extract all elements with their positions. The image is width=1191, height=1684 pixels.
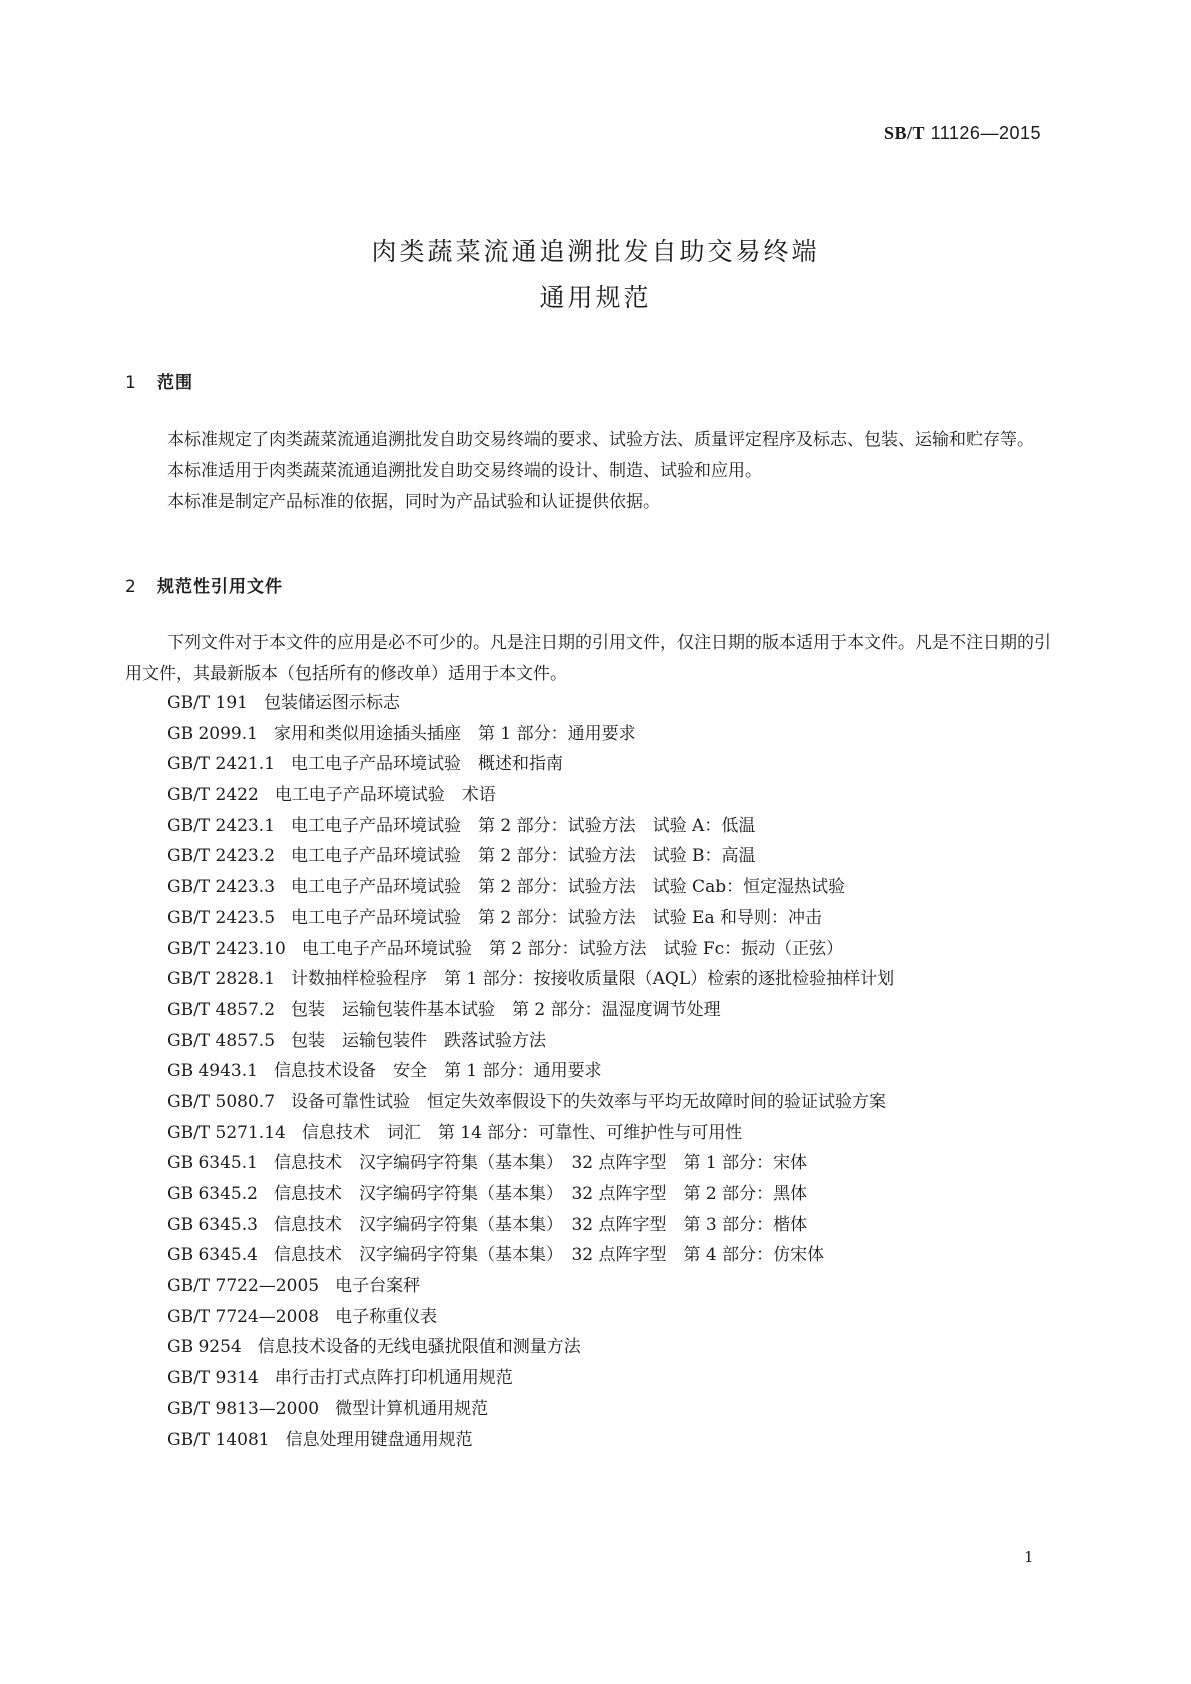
reference-item: [167, 841, 894, 872]
section-2-body: [125, 628, 1065, 690]
reference-title: 包装 运输包装件基本试验 第 2 部分：温湿度调节处理: [291, 999, 721, 1020]
standard-number: 11126—2015: [930, 123, 1041, 143]
section-title: 规范性引用文件: [157, 577, 283, 597]
reference-code: GB/T 4857.2: [167, 999, 276, 1020]
reference-code: GB/T 2828.1: [167, 969, 276, 990]
reference-item: [167, 1118, 894, 1149]
reference-code: GB 2099.1: [167, 723, 258, 744]
reference-item: [167, 719, 894, 750]
reference-title: 计数抽样检验程序 第 1 部分：按接收质量限（AQL）检索的逐批检验抽样计划: [291, 969, 895, 990]
section-1-heading: [125, 368, 193, 393]
reference-item: [167, 1394, 894, 1425]
reference-code: GB/T 14081: [167, 1429, 270, 1450]
reference-code: GB 6345.4: [167, 1245, 258, 1266]
reference-code: GB 6345.1: [167, 1153, 258, 1174]
reference-title: 设备可靠性试验 恒定失效率假设下的失效率与平均无故障时间的验证试验方案: [291, 1091, 887, 1112]
reference-code: GB/T 2423.3: [167, 877, 276, 898]
document-subtitle: 通用规范: [539, 283, 652, 312]
reference-title: 电工电子产品环境试验 第 2 部分：试验方法 试验 A：低温: [291, 815, 756, 836]
reference-item: [167, 1179, 894, 1210]
reference-title: 信息技术 词汇 第 14 部分：可靠性、可维护性与可用性: [301, 1122, 743, 1143]
reference-item: [167, 1302, 894, 1333]
reference-title: 电工电子产品环境试验 第 2 部分：试验方法 试验 B：高温: [291, 846, 756, 867]
reference-code: GB/T 5271.14: [167, 1122, 286, 1143]
reference-item: [167, 1425, 894, 1456]
reference-code: GB/T 7724—2008: [167, 1306, 320, 1327]
page-number: 1: [1024, 1548, 1034, 1566]
reference-title: 信息技术 汉字编码字符集（基本集） 32 点阵字型 第 4 部分：仿宋体: [273, 1245, 825, 1266]
section-number: 2: [125, 577, 137, 597]
reference-code: GB 9254: [167, 1337, 242, 1358]
reference-item: [167, 934, 894, 965]
reference-item: [167, 1271, 894, 1302]
paragraph: 本标准规定了肉类蔬菜流通追溯批发自助交易终端的要求、试验方法、质量评定程序及标志、包装、运输和贮存等。: [167, 430, 1034, 450]
reference-item: [167, 688, 894, 719]
reference-code: GB/T 2421.1: [167, 754, 276, 775]
reference-item: [167, 1240, 894, 1271]
standard-prefix: SB/T: [884, 123, 926, 143]
reference-code: GB/T 2423.10: [167, 938, 286, 959]
reference-item: [167, 1148, 894, 1179]
reference-item: [167, 811, 894, 842]
reference-code: GB/T 2423.1: [167, 815, 276, 836]
reference-title: 信息处理用键盘通用规范: [285, 1429, 473, 1450]
reference-item: [167, 903, 894, 934]
reference-item: [167, 1056, 894, 1087]
reference-title: 包装储运图示标志: [264, 693, 400, 713]
reference-code: GB 4943.1: [167, 1061, 258, 1082]
document-title: 肉类蔬菜流通追溯批发自助交易终端: [371, 237, 820, 266]
reference-item: [167, 872, 894, 903]
reference-title: 信息技术 汉字编码字符集（基本集） 32 点阵字型 第 2 部分：黑体: [273, 1184, 808, 1204]
reference-title: 信息技术设备 安全 第 1 部分：通用要求: [273, 1061, 602, 1082]
reference-title: 电工电子产品环境试验 术语: [274, 785, 496, 806]
reference-title: 电工电子产品环境试验 第 2 部分：试验方法 试验 Cab：恒定湿热试验: [291, 877, 846, 898]
reference-item: [167, 964, 894, 995]
reference-code: GB/T 2423.2: [167, 846, 276, 867]
reference-title: 电工电子产品环境试验 第 2 部分：试验方法 试验 Ea 和导则：冲击: [291, 907, 823, 928]
reference-code: GB 6345.2: [167, 1184, 258, 1204]
paragraph: 本标准适用于肉类蔬菜流通追溯批发自助交易终端的设计、制造、试验和应用。: [167, 461, 762, 481]
reference-title: 微型计算机通用规范: [335, 1398, 489, 1419]
reference-code: GB 6345.3: [167, 1214, 258, 1235]
reference-item: [167, 1363, 894, 1394]
standard-code: [884, 123, 1041, 144]
reference-title: 电子台案秤: [335, 1276, 421, 1297]
reference-item: [167, 1087, 894, 1118]
reference-title: 电子称重仪表: [335, 1306, 438, 1327]
reference-title: 信息技术设备的无线电骚扰限值和测量方法: [257, 1337, 581, 1358]
normative-references-list: [167, 688, 894, 1455]
reference-title: 信息技术 汉字编码字符集（基本集） 32 点阵字型 第 1 部分：宋体: [273, 1153, 808, 1174]
reference-title: 电工电子产品环境试验 第 2 部分：试验方法 试验 Fc：振动（正弦）: [301, 938, 844, 959]
reference-item: [167, 780, 894, 811]
reference-code: GB/T 9314: [167, 1368, 259, 1389]
reference-title: 包装 运输包装件 跌落试验方法: [291, 1030, 547, 1051]
paragraph: 本标准是制定产品标准的依据，同时为产品试验和认证提供依据。: [167, 492, 660, 512]
section-2-heading: [125, 572, 283, 597]
reference-code: GB/T 7722—2005: [167, 1276, 320, 1297]
reference-title: 电工电子产品环境试验 概述和指南: [291, 754, 564, 775]
reference-title: 信息技术 汉字编码字符集（基本集） 32 点阵字型 第 3 部分：楷体: [273, 1214, 808, 1235]
reference-item: [167, 1332, 894, 1363]
reference-code: GB/T 4857.5: [167, 1030, 276, 1051]
reference-code: GB/T 2422: [167, 785, 259, 806]
reference-code: GB/T 5080.7: [167, 1091, 276, 1112]
paragraph: 下列文件对于本文件的应用是必不可少的。凡是注日期的引用文件，仅注日期的版本适用于本文件。凡是不注日期的引用文件，其最新版本（包括所有的修改单）适用于本文件。: [125, 633, 1051, 684]
section-1-body: [125, 425, 1065, 518]
reference-title: 串行击打式点阵打印机通用规范: [274, 1368, 513, 1389]
reference-item: [167, 1210, 894, 1241]
reference-code: GB/T 2423.5: [167, 907, 276, 928]
reference-code: GB/T 191: [167, 693, 248, 713]
section-title: 范围: [157, 373, 193, 393]
reference-item: [167, 749, 894, 780]
reference-code: GB/T 9813—2000: [167, 1398, 320, 1419]
reference-item: [167, 1026, 894, 1057]
reference-title: 家用和类似用途插头插座 第 1 部分：通用要求: [273, 723, 636, 744]
reference-item: [167, 995, 894, 1026]
section-number: 1: [125, 373, 137, 393]
